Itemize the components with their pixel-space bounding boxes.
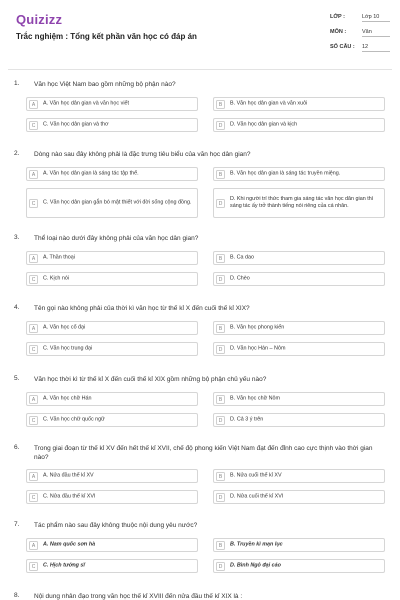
question-number: 4. bbox=[14, 304, 20, 311]
option-letter-box: C bbox=[29, 493, 38, 502]
option-text: C. Nửa đầu thế kỉ XVI bbox=[43, 493, 96, 500]
option-letter-box: B bbox=[216, 541, 225, 550]
option-text: A. Văn học dân gian và văn học viết bbox=[43, 100, 130, 107]
option-text: C. Văn học dân gian gắn bó mật thiết với đời sống cộng đồng. bbox=[43, 199, 192, 206]
option-text: D. Chèo bbox=[230, 275, 250, 282]
option-letter-box: D bbox=[216, 121, 225, 130]
answer-option-d[interactable] bbox=[213, 188, 385, 218]
option-letter-box: D bbox=[216, 416, 225, 425]
option-letter-box: A bbox=[29, 541, 38, 550]
option-letter-box: C bbox=[29, 345, 38, 354]
option-letter-box: B bbox=[216, 395, 225, 404]
question-text: Tác phẩm nào sau đây không thuộc nội dung yêu nước? bbox=[34, 522, 198, 529]
option-letter-box: A bbox=[29, 100, 38, 109]
option-letter-box: C bbox=[29, 121, 38, 130]
question-number: 2. bbox=[14, 150, 20, 157]
answer-option-a[interactable] bbox=[26, 469, 198, 483]
option-text: D. Nửa cuối thế kỉ XVI bbox=[230, 493, 284, 500]
question-count-row bbox=[330, 40, 392, 53]
question-count-value: 12 bbox=[362, 44, 390, 52]
answer-option-b[interactable] bbox=[213, 321, 385, 335]
option-text: B. Nửa cuối thế kỉ XV bbox=[230, 472, 282, 479]
question-text: Trong giai đoạn từ thế kỉ XV đến hết thế kỉ XVII, chế độ phong kiến Việt Nam đạt đến đỉnh cao cực thịnh vào thời gian nào? bbox=[34, 445, 373, 461]
option-letter-box: D bbox=[216, 275, 225, 284]
class-value: Lớp 10 bbox=[362, 14, 390, 22]
option-letter-box: A bbox=[29, 395, 38, 404]
option-text: A. Thần thoại bbox=[43, 254, 75, 261]
class-label: LỚP : bbox=[330, 14, 345, 20]
quizizz-logo: Quizizz bbox=[16, 12, 63, 27]
option-letter-box: C bbox=[29, 199, 38, 208]
subject-row bbox=[330, 25, 392, 38]
question-text: Văn học Việt Nam bao gồm những bộ phận nào? bbox=[34, 81, 176, 88]
option-letter-box: B bbox=[216, 254, 225, 263]
question-text: Thể loại nào dưới đây không phải của văn học dân gian? bbox=[34, 235, 199, 242]
option-letter-box: D bbox=[216, 562, 225, 571]
option-letter-box: A bbox=[29, 170, 38, 179]
option-text: D. Văn học dân gian và kịch bbox=[230, 121, 298, 128]
question-number: 6. bbox=[14, 444, 20, 451]
answer-option-b[interactable] bbox=[213, 392, 385, 406]
answer-option-c[interactable] bbox=[26, 188, 198, 218]
option-letter-box: A bbox=[29, 324, 38, 333]
question-number: 3. bbox=[14, 234, 20, 241]
answer-option-c[interactable] bbox=[26, 118, 198, 132]
option-letter-box: C bbox=[29, 275, 38, 284]
option-text: B. Văn học dân gian là sáng tác truyền miệng. bbox=[230, 170, 341, 177]
answer-option-d[interactable] bbox=[213, 490, 385, 504]
option-text: C. Văn học trung đại bbox=[43, 345, 93, 352]
option-text: A. Văn học cổ đại bbox=[43, 324, 86, 331]
answer-option-a[interactable] bbox=[26, 251, 198, 265]
answer-option-d[interactable] bbox=[213, 413, 385, 427]
option-letter-box: B bbox=[216, 170, 225, 179]
question-count-label: SỐ CÂU : bbox=[330, 44, 355, 50]
question-text: Văn học thời kì từ thế kỉ X đến cuối thế kỉ XIX gồm những bộ phận chủ yếu nào? bbox=[34, 376, 267, 383]
answer-option-b[interactable] bbox=[213, 469, 385, 483]
option-letter-box: B bbox=[216, 472, 225, 481]
answer-option-d[interactable] bbox=[213, 118, 385, 132]
option-text: B. Ca dao bbox=[230, 254, 254, 261]
answer-option-c[interactable] bbox=[26, 490, 198, 504]
answer-option-a[interactable] bbox=[26, 392, 198, 406]
subject-label: MÔN : bbox=[330, 29, 347, 35]
option-text: D. Bình Ngô đại cáo bbox=[230, 562, 281, 569]
worksheet-header bbox=[0, 0, 400, 66]
option-letter-box: B bbox=[216, 100, 225, 109]
question-text: Nội dung nhân đạo trong văn học thế kỉ XVIII đến nửa đầu thế kỉ XIX là : bbox=[34, 593, 243, 600]
answer-option-d[interactable] bbox=[213, 342, 385, 356]
question-number: 5. bbox=[14, 375, 20, 382]
question-text: Dòng nào sau đây không phải là đặc trưng tiêu biểu của văn học dân gian? bbox=[34, 151, 251, 158]
option-letter-box: B bbox=[216, 324, 225, 333]
option-letter-box: D bbox=[216, 199, 225, 208]
option-letter-box: D bbox=[216, 345, 225, 354]
answer-option-a[interactable] bbox=[26, 167, 198, 181]
question-number: 8. bbox=[14, 592, 20, 599]
option-text: C. Văn học chữ quốc ngữ bbox=[43, 416, 105, 423]
question-number: 7. bbox=[14, 521, 20, 528]
question-text: Tên gọi nào không phải của thời kì văn học từ thế kỉ X đến cuối thế kỉ XIX? bbox=[34, 305, 250, 312]
option-text: B. Văn học phong kiến bbox=[230, 324, 285, 331]
subject-value: Văn bbox=[362, 29, 390, 37]
option-text: B. Truyền kì mạn lục bbox=[230, 541, 283, 548]
option-text: C. Hịch tướng sĩ bbox=[43, 562, 85, 569]
option-letter-box: A bbox=[29, 472, 38, 481]
answer-option-b[interactable] bbox=[213, 538, 385, 552]
header-divider bbox=[8, 69, 392, 70]
answer-option-c[interactable] bbox=[26, 272, 198, 286]
option-letter-box: C bbox=[29, 562, 38, 571]
answer-option-a[interactable] bbox=[26, 538, 198, 552]
option-text: A. Nửa đầu thế kỉ XV bbox=[43, 472, 94, 479]
answer-option-d[interactable] bbox=[213, 272, 385, 286]
option-text: C. Kịch nói bbox=[43, 275, 70, 282]
answer-option-c[interactable] bbox=[26, 559, 198, 573]
option-text: B. Văn học chữ Nôm bbox=[230, 395, 281, 402]
option-text: C. Văn học dân gian và thơ bbox=[43, 121, 109, 128]
answer-option-b[interactable] bbox=[213, 167, 385, 181]
answer-option-a[interactable] bbox=[26, 97, 198, 111]
answer-option-b[interactable] bbox=[213, 251, 385, 265]
answer-option-c[interactable] bbox=[26, 413, 198, 427]
option-letter-box: C bbox=[29, 416, 38, 425]
option-text: A. Văn học dân gian là sáng tác tập thể. bbox=[43, 170, 139, 177]
option-text: D. Văn học Hán – Nôm bbox=[230, 345, 286, 352]
option-text: B. Văn học dân gian và văn xuôi bbox=[230, 100, 308, 107]
answer-option-b[interactable] bbox=[213, 97, 385, 111]
answer-option-c[interactable] bbox=[26, 342, 198, 356]
option-text: D. Khi người trí thức tham gia sáng tác văn học dân gian thì sáng tác ấy trở thành tiếng nói riêng của cá nhân. bbox=[230, 195, 374, 209]
answer-option-d[interactable] bbox=[213, 559, 385, 573]
page-title: Trắc nghiệm : Tổng kết phần văn học có đáp án bbox=[16, 32, 197, 41]
option-letter-box: A bbox=[29, 254, 38, 263]
option-text: D. Cả 3 ý trên bbox=[230, 416, 264, 423]
option-letter-box: D bbox=[216, 493, 225, 502]
option-text: A. Văn học chữ Hán bbox=[43, 395, 92, 402]
question-number: 1. bbox=[14, 80, 20, 87]
class-row bbox=[330, 10, 392, 23]
option-text: A. Nam quốc sơn hà bbox=[43, 541, 96, 548]
answer-option-a[interactable] bbox=[26, 321, 198, 335]
